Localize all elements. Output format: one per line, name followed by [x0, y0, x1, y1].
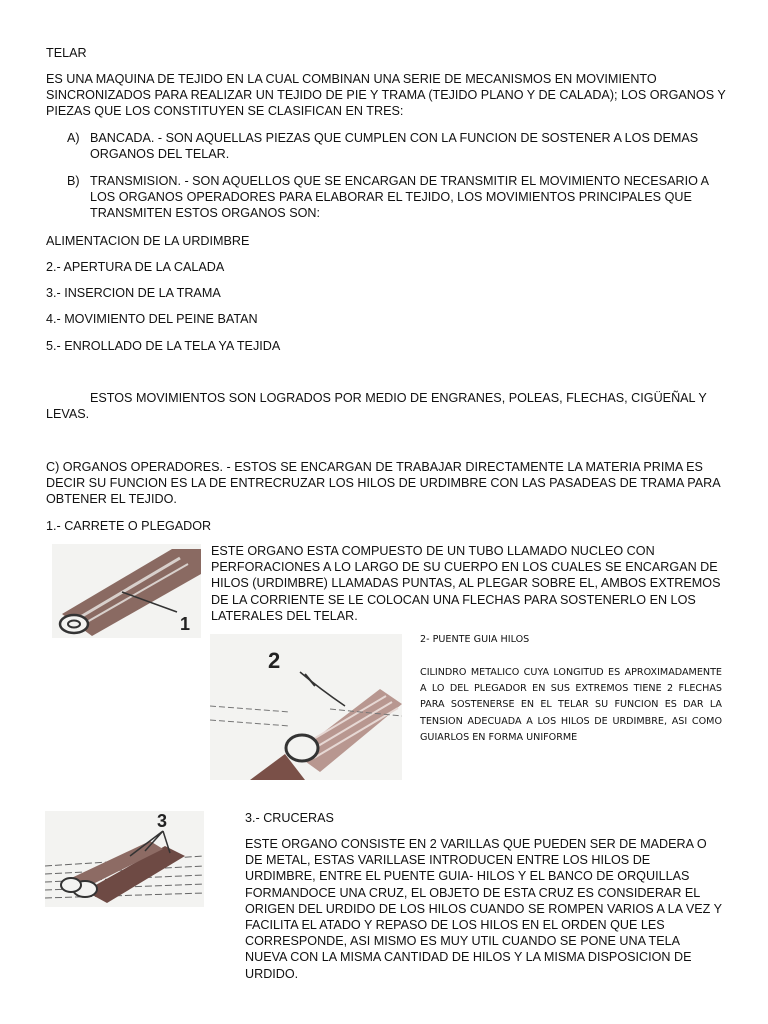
list-item-letter: A): [67, 131, 80, 145]
operators-paragraph: C) ORGANOS OPERADORES. - ESTOS SE ENCARGAN DE TRABAJAR DIRECTAMENTE LA MATERIA PRIMA ES DECIR SU FUNCION ES LA DE ENTRECRUZAR LOS HILOS DE URDIMBRE CON LAS PASADEAS DE TRAMA PARA OBTENER EL TEJIDO.: [46, 460, 720, 507]
section2-heading: 2- PUENTE GUIA HILOS: [420, 634, 530, 645]
figure-number: 3: [157, 811, 168, 831]
section2-text: CILINDRO METALICO CUYA LONGITUD ES APROXIMADAMENTE A LO DEL PLEGADOR EN SUS EXTREMOS TIENE 2 FLECHAS PARA SOSTENERSE EN EL TELAR SU FUNCION ES DAR LA TENSION ADECUADA A LOS HILOS DE URDIMBRE, ASI COMO GUIARLOS EN FORMA UNIFORME: [420, 667, 722, 743]
plegador-drawing: [52, 544, 201, 638]
section3-text: ESTE ORGANO CONSISTE EN 2 VARILLAS QUE PUEDEN SER DE MADERA O DE METAL, ESTAS VARILLASE INTRODUCEN ENTRE LOS HILOS DE URDIMBRE, ENTRE EL PUENTE GUIA- HILOS Y EL BANCO DE ORQUILLAS FORMANDOCE UNA CRUZ, EL OBJETO DE ESTA CRUZ ES CONSIDERAR EL ORIGEN DEL URDIDO DE LOS HILOS CUANDO SE ROMPEN VARIOS A LA VEZ Y FACILITA EL ATADO Y REPASO DE LOS HILOS EN EL ORDEN QUE LES CORRESPONDE, ASI MISMO ES MUY UTIL CUANDO SE PONE UNA TELA NUEVA CON LA MISMA CANTIDAD DE HILOS Y LA MISMA DISPOSICION DE URDIDO.: [245, 837, 722, 981]
movement-item: 4.- MOVIMIENTO DEL PEINE BATAN: [46, 312, 258, 326]
cruceras-illustration: [45, 811, 204, 907]
cruceras-drawing: [45, 811, 204, 907]
movement-item: 5.- ENROLLADO DE LA TELA YA TEJIDA: [46, 339, 281, 353]
list-item-text: TRANSMISION. - SON AQUELLOS QUE SE ENCARGAN DE TRANSMITIR EL MOVIMIENTO NECESARIO A LOS ORGANOS OPERADORES PARA ELABORAR EL TEJIDO, LOS MOVIMIENTOS PRINCIPALES QUE TRANSMITEN ESTOS ORGANOS SON:: [90, 174, 709, 221]
section1-heading: 1.- CARRETE O PLEGADOR: [46, 519, 212, 533]
movements-note: ESTOS MOVIMIENTOS SON LOGRADOS POR MEDIO DE ENGRANES, POLEAS, FLECHAS, CIGÜEÑAL Y LEVAS.: [46, 391, 707, 422]
figure-number: 1: [180, 614, 191, 634]
intro-paragraph: ES UNA MAQUINA DE TEJIDO EN LA CUAL COMBINAN UNA SERIE DE MECANISMOS EN MOVIMIENTO SINCRONIZADOS PARA REALIZAR UN TEJIDO DE PIE Y TRAMA (TEJIDO PLANO Y DE CALADA); LOS ORGANOS Y PIEZAS QUE LOS CONSTITUYEN SE CLASIFICAN EN TRES:: [46, 72, 726, 119]
list-item-letter: B): [67, 174, 80, 188]
movement-item: 2.- APERTURA DE LA CALADA: [46, 260, 225, 274]
section1-text: ESTE ORGANO ESTA COMPUESTO DE UN TUBO LLAMADO NUCLEO CON PERFORACIONES A LO LARGO DE SU CUERPO EN LOS CUALES SE ENCARGAN DE HILOS (URDIMBRE) LLAMADAS PUNTAS, AL PLEGAR SOBRE EL, AMBOS EXTREMOS DE LA CORRIENTE SE LE COLOCAN UNA FLECHAS PARA SOSTENERLO EN LOS LATERALES DEL TELAR.: [211, 544, 721, 623]
list-item-text: BANCADA. - SON AQUELLAS PIEZAS QUE CUMPLEN CON LA FUNCION DE SOSTENER A LOS DEMAS ORGANOS DEL TELAR.: [90, 131, 699, 162]
section3-heading: 3.- CRUCERAS: [245, 811, 334, 825]
puente-guia-drawing: [210, 634, 402, 780]
movement-item: 3.- INSERCION DE LA TRAMA: [46, 286, 221, 300]
plegador-illustration: [52, 544, 201, 638]
document-title: TELAR: [46, 46, 87, 60]
movement-item: ALIMENTACION DE LA URDIMBRE: [46, 234, 250, 248]
puente-guia-illustration: [210, 634, 402, 780]
figure-number: 2: [268, 648, 281, 673]
